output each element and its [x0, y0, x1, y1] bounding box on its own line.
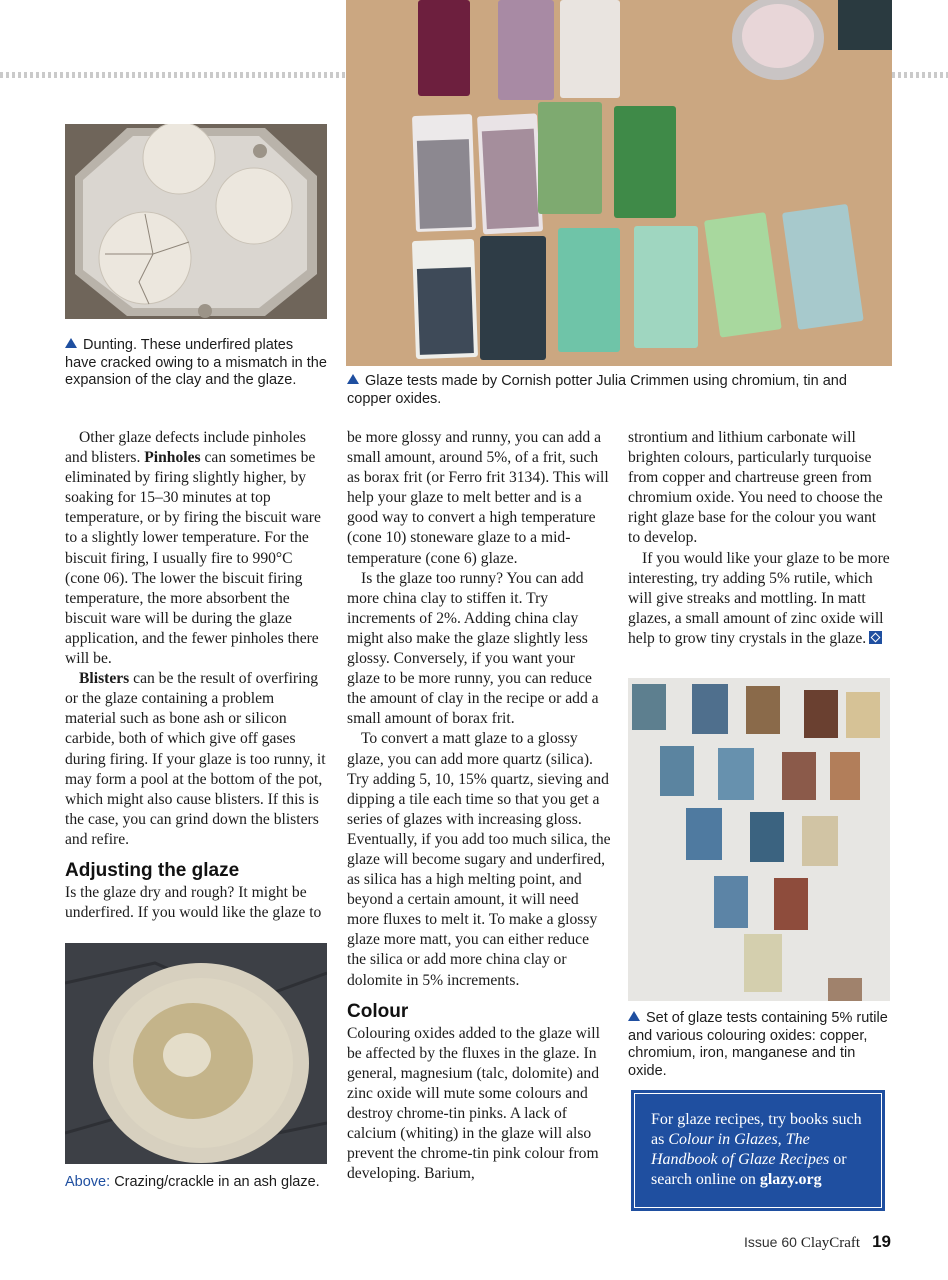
glaze-recipes-box [631, 1090, 885, 1211]
glazy-link[interactable]: glazy.org [759, 1171, 822, 1188]
article-column-3 [628, 428, 892, 649]
decorative-rule-right [892, 72, 948, 78]
paragraph-runny: Is the glaze too runny? You can add more china clay to stiffen it. Try increments of 2%. Adding china clay might also make the glaze slightly less glossy. Conversely, if you want your glaze to be more runny, you can reduce the amount of clay in the recipe or add a small amount of borax frit. [347, 569, 599, 728]
triangle-marker-icon [65, 338, 77, 348]
page-footer [744, 1232, 891, 1252]
paragraph-frit: be more glossy and runny, you can add a small amount, around 5%, of a frit, such as borax frit (or Ferro frit 3134). This will help your glaze to melt better and is a good way to convert a high temperature (cone 10) stoneware glaze to a mid-temperature (cone 6) glaze. [347, 429, 609, 567]
issue-number: Issue 60 [743, 1234, 797, 1250]
rutile-caption: Set of glaze tests containing 5% rutile and various colouring oxides: copper, chromium, iron, manganese and tin oxide. [628, 1010, 888, 1079]
article-column-2 [347, 428, 611, 1184]
article-column-1 [65, 428, 327, 923]
paragraph-blisters: Blisters can be the result of overfiring or the glaze containing a problem material such as bone ash or silicon carbide, both of which give off gases during firing. If your glaze is too runny, it may form a pool at the bottom of the pot, which might also cause blisters. If this is the case, you can grind down the blisters and refire. [65, 670, 326, 848]
caption-label: Above: [65, 1174, 111, 1190]
kiln-plates-photo [65, 124, 327, 319]
glaze-recipes-box-text: For glaze recipes, try books such as Colour in Glazes, The Handbook of Glaze Recipes or search online on glazy.org [634, 1093, 882, 1208]
dunting-caption: Dunting. These underfired plates have cracked owing to a mismatch in the expansion of the clay and the glaze. [65, 337, 327, 388]
paragraph-rutile: If you would like your glaze to be more interesting, try adding 5% rutile, which will give streaks and mottling. In matt glazes, a small amount of zinc oxide will help to grow tiny crystals in the glaze. [628, 549, 890, 647]
paragraph-adjusting-intro: Is the glaze dry and rough? It might be underfired. If you would like the glaze to [65, 883, 322, 922]
paragraph-matt-to-glossy: To convert a matt glaze to a glossy glaze, you can add more quartz (silica). Try adding 5, 10, 15% quartz, sieving and dipping a tile each time so that you get a series of glazes with increasing gloss. Eventually, if you add too much silica, the glaze will become sugary and underfired, as silica has a high melting point, and beyond a certain amount, it will need more fluxes to melt it. To make a glossy glaze more matt, you can either reduce the silica or add more china clay or dolomite in 5% increments. [347, 730, 611, 989]
paragraph-pinholes: Other glaze defects include pinholes and blisters. Pinholes can sometimes be eliminated by firing slightly higher, by soaking for 15–30 minutes at top temperature, or by firing the biscuit ware to a slightly lower temperature. For the biscuit firing, I usually fire to 990°C (cone 06). The lower the biscuit firing temperature, the more absorbent the biscuit ware will be during the glaze application, and the fewer pinholes there will be. [65, 429, 321, 668]
paragraph-colour-cont: strontium and lithium carbonate will brighten colours, particularly turquoise from copper and chartreuse green from chromium oxide. You need to choose the right glaze base for the colour you want to develop. [628, 429, 883, 547]
rutile-tiles-photo [628, 678, 890, 1001]
glaze-tests-caption: Glaze tests made by Cornish potter Julia Crimmen using chromium, tin and copper oxides. [347, 373, 847, 407]
section-heading-colour: Colour [347, 1000, 409, 1022]
glaze-tiles-photo [346, 0, 892, 366]
paragraph-colour: Colouring oxides added to the glaze will be affected by the fluxes in the glaze. In general, magnesium (talc, dolomite) and zinc oxide will mute some colours and destroy chrome-tin pinks. A lack of calcium (whiting) in the glaze will also prevent the chrome-tin pink colour from developing. Barium, [347, 1024, 600, 1183]
page-number: 19 [872, 1232, 891, 1251]
decorative-rule-left [0, 72, 346, 78]
crackle-caption: Above: Crazing/crackle in an ash glaze. [65, 1174, 320, 1190]
end-of-article-icon [869, 631, 882, 644]
ash-glaze-bowl-photo [65, 943, 327, 1164]
section-heading-adjusting: Adjusting the glaze [65, 859, 240, 881]
triangle-marker-icon [347, 374, 359, 384]
magazine-name: ClayCraft [800, 1235, 861, 1251]
triangle-marker-icon [628, 1011, 640, 1021]
